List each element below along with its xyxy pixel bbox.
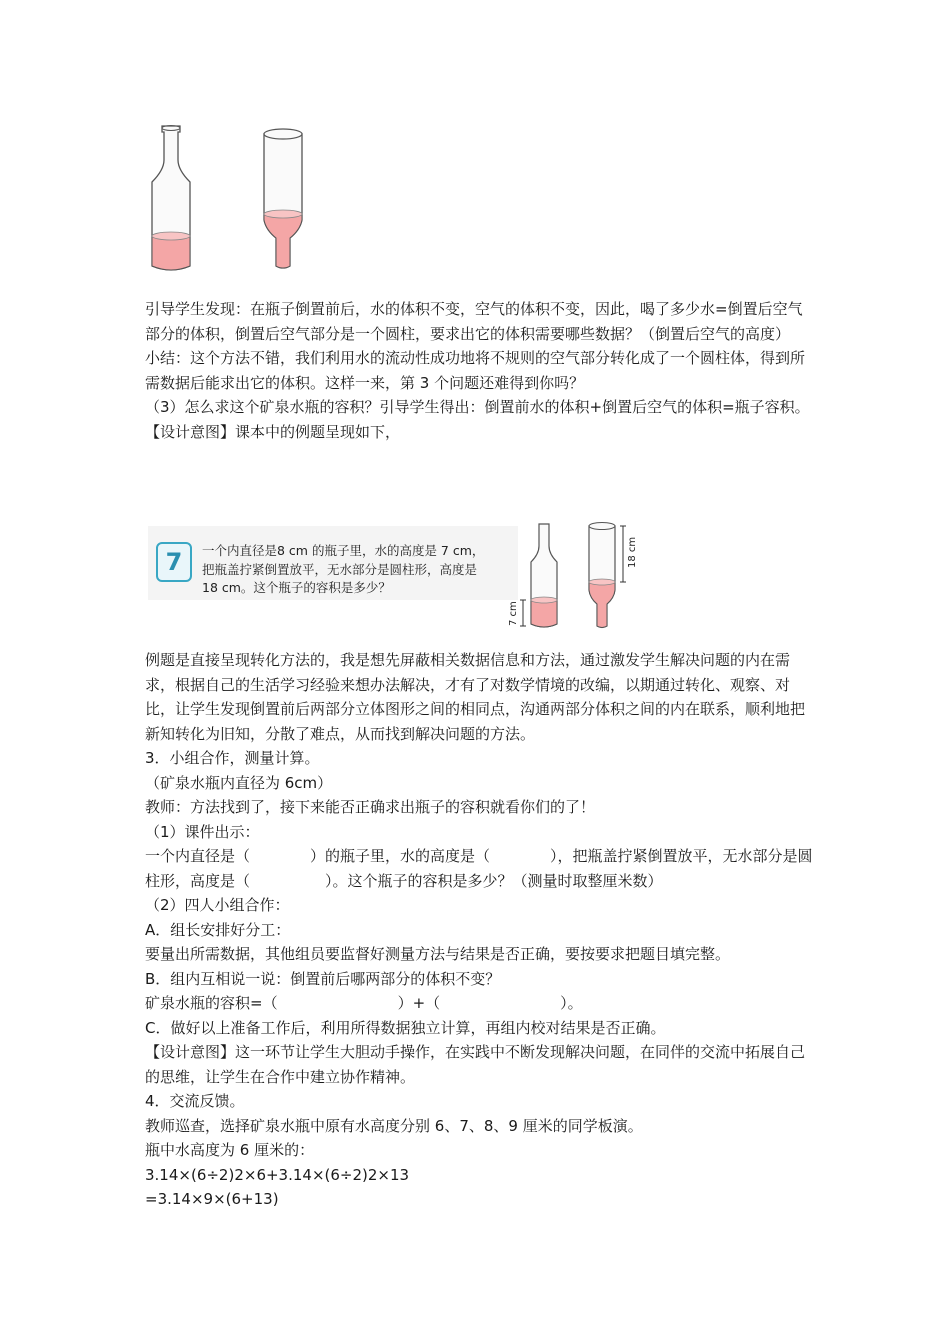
example-line: 18 cm。这个瓶子的容积是多少？ — [202, 580, 391, 595]
bottle-figure — [140, 118, 340, 278]
paragraph: 要量出所需数据，其他组员要监督好测量方法与结果是否正确，要按要求把题目填完整。 — [145, 945, 731, 963]
paragraph: 例题是直接呈现转化方法的，我是想先屏蔽相关数据信息和方法，通过激发学生解决问题的内在需求，根据自己的生活学习经验来想办法解决，才有了对数学情境的改编，以期通过转化、观察、对比，让学生发现倒置前后两部分立体图形之间的相同点，沟通两部分体积之间的内在联系，顺利地把新知转化为旧知，分散了难点，从而找到解决问题的方法。 — [145, 651, 806, 743]
paragraph: 教师巡查，选择矿泉水瓶中原有水高度分别 6、7、8、9 厘米的同学板演。 — [145, 1116, 643, 1135]
example-bottle-figure — [503, 518, 643, 634]
paragraph: 教师：方法找到了，接下来能否正确求出瓶子的容积就看你们的了！ — [145, 798, 596, 816]
example-line: 一个内直径是8 cm 的瓶子里，水的高度是 7 cm， — [202, 543, 485, 558]
formula-line: 3.14×(6÷2)2×6+3.14×(6÷2)2×13 — [145, 1165, 410, 1184]
inverted-bottle-icon — [264, 129, 302, 268]
paragraph: （3）怎么求这个矿泉水瓶的容积？引导学生得出：倒置前水的体积+倒置后空气的体积=瓶子容积。 — [145, 398, 810, 416]
water-height-label: 7 cm — [508, 601, 519, 626]
example-line: 把瓶盖拧紧倒置放平，无水部分是圆柱形，高度是 — [202, 561, 478, 577]
paragraph: C．做好以上准备工作后，利用所得数据独立计算，再组内校对结果是否正确。 — [145, 1018, 666, 1037]
paragraph: 矿泉水瓶的容积=（ ）+（ ）。 — [145, 994, 583, 1012]
text-block-2 — [145, 648, 815, 1212]
example-inverted-bottle-icon — [589, 523, 626, 628]
example-text — [202, 542, 514, 598]
upright-bottle-icon — [152, 126, 190, 271]
paragraph: 引导学生发现：在瓶子倒置前后，水的体积不变，空气的体积不变，因此，喝了多少水=倒置后空气部分的体积，倒置后空气部分是一个圆柱，要求出它的体积需要哪些数据？（倒置后空气的高度） — [145, 300, 803, 343]
paragraph: A．组长安排好分工： — [145, 920, 291, 939]
section-heading: 3．小组合作，测量计算。 — [145, 749, 320, 767]
paragraph: （矿泉水瓶内直径为 6cm） — [145, 773, 333, 792]
paragraph: 【设计意图】这一环节让学生大胆动手操作，在实践中不断发现解决问题，在同伴的交流中拓展自己的思维，让学生在合作中建立协作精神。 — [145, 1043, 806, 1086]
air-height-label: 18 cm — [627, 536, 638, 568]
paragraph: B．组内互相说一说：倒置前后哪两部分的体积不变？ — [145, 969, 501, 988]
paragraph: （2）四人小组合作： — [145, 896, 290, 914]
example-upright-bottle-icon — [520, 524, 557, 627]
paragraph: 小结：这个方法不错，我们利用水的流动性成功地将不规则的空气部分转化成了一个圆柱体，得到所需数据后能求出它的体积。这样一来，第 3 个问题还难得到你吗？ — [145, 349, 806, 392]
example-card — [148, 526, 518, 600]
paragraph: 【设计意图】课本中的例题呈现如下， — [145, 422, 401, 441]
textbook-example — [148, 518, 640, 634]
paragraph: 瓶中水高度为 6 厘米的： — [145, 1141, 315, 1159]
paragraph: 一个内直径是（ ）的瓶子里，水的高度是（ ），把瓶盖拧紧倒置放平，无水部分是圆柱形，高度是（ ）。这个瓶子的容积是多少？（测量时取整厘米数） — [145, 847, 813, 890]
section-heading: 4．交流反馈。 — [145, 1092, 245, 1110]
paragraph: （1）课件出示： — [145, 822, 260, 841]
text-block-1 — [145, 297, 815, 444]
formula-line: =3.14×9×(6+13) — [145, 1190, 279, 1208]
example-number-badge: 7 — [156, 542, 192, 582]
